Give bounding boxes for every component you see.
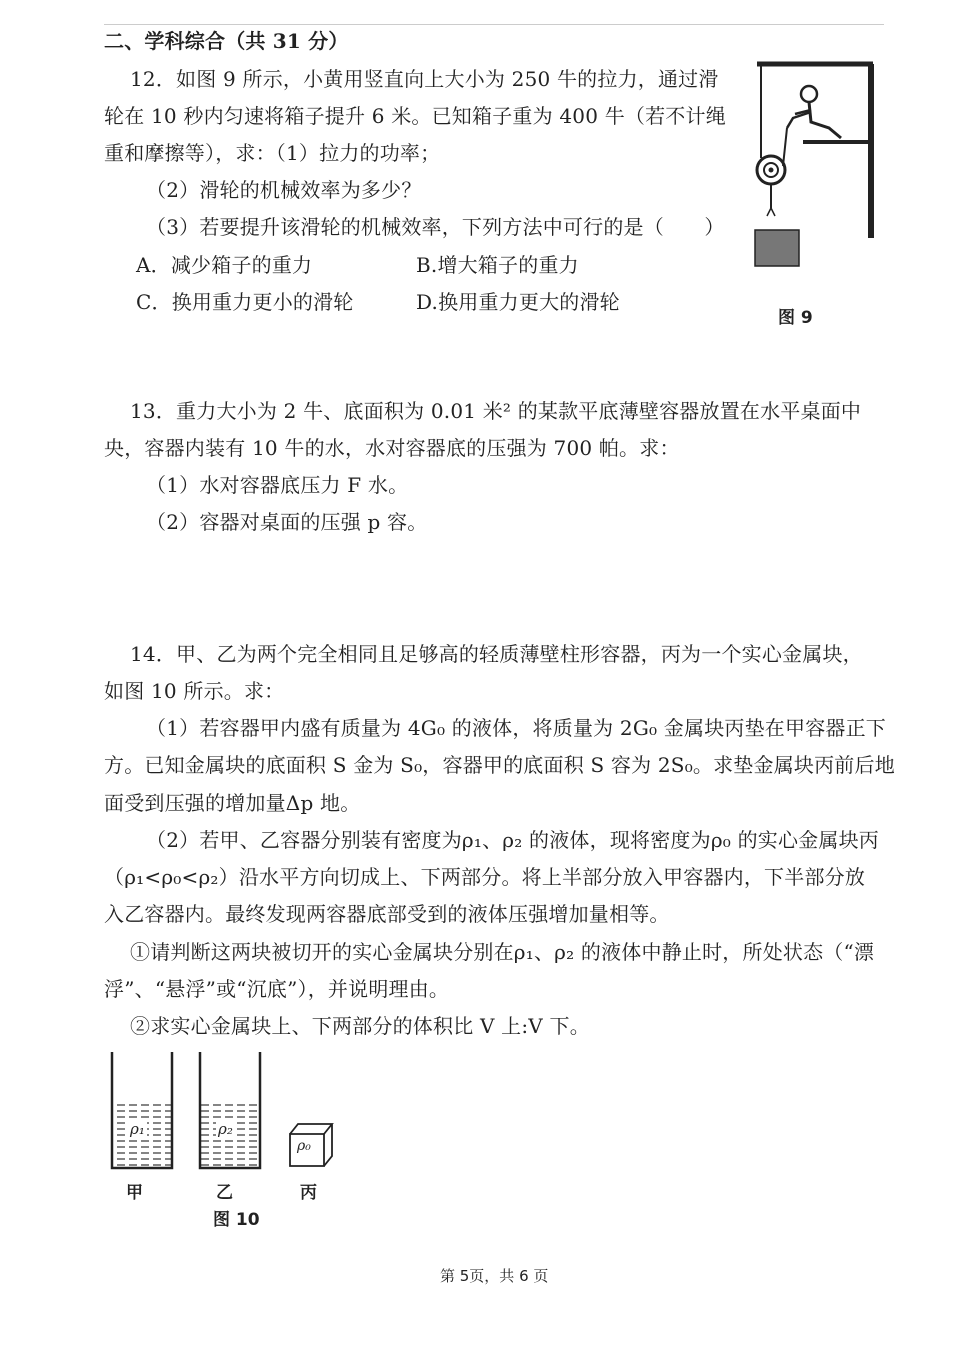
q14-line-5: 面受到压强的增加量Δp 地。 <box>104 791 361 815</box>
q14-line-11: ②求实心金属块上、下两部分的体积比 V 上:V 下。 <box>130 1014 590 1038</box>
q14-line-6: （2）若甲、乙容器分别装有密度为ρ₁、ρ₂ 的液体，现将密度为ρ₀ 的实心金属块丙 <box>146 828 879 852</box>
liquid-a-symbol: ρ₁ <box>130 1120 145 1138</box>
q12-line-4: （2）滑轮的机械效率为多少？ <box>146 178 422 202</box>
figure-9-pulley <box>745 58 885 278</box>
q12-line-1: 12．如图 9 所示，小黄用竖直向上大小为 250 牛的拉力，通过滑 <box>130 67 719 91</box>
q14-line-7: （ρ₁<ρ₀<ρ₂）沿水平方向切成上、下两部分。将上半部分放入甲容器内，下半部分放 <box>104 865 866 889</box>
figure-9-caption: 图 9 <box>778 308 813 328</box>
liquid-b-symbol: ρ₂ <box>218 1120 233 1138</box>
q12-line-5: （3）若要提升该滑轮的机械效率，下列方法中可行的是（ ） <box>146 215 725 239</box>
q14-line-2: 如图 10 所示。求： <box>104 679 285 703</box>
q14-line-4: 方。已知金属块的底面积 S 金为 S₀，容器甲的底面积 S 容为 2S₀。求垫金属块丙前后地 <box>104 753 895 777</box>
q12-option-c: C．换用重力更小的滑轮 <box>136 290 354 314</box>
q13-line-4: （2）容器对桌面的压强 p 容。 <box>146 510 428 534</box>
q12-line-2: 轮在 10 秒内匀速将箱子提升 6 米。已知箱子重为 400 牛（若不计绳 <box>104 104 726 128</box>
container-b-label: 乙 <box>216 1183 233 1203</box>
page-footer: 第 5页，共 6 页 <box>440 1267 549 1285</box>
q14-line-1: 14．甲、乙为两个完全相同且足够高的轻质薄壁柱形容器，丙为一个实心金属块， <box>130 642 863 666</box>
block-symbol: ρ₀ <box>297 1138 311 1154</box>
q14-line-3: （1）若容器甲内盛有质量为 4G₀ 的液体，将质量为 2G₀ 金属块丙垫在甲容器正下 <box>146 716 886 740</box>
q12-line-3: 重和摩擦等），求：（1）拉力的功率； <box>104 141 441 165</box>
block-label: 丙 <box>300 1183 317 1203</box>
q14-line-10: 浮”、“悬浮”或“沉底”），并说明理由。 <box>104 977 450 1001</box>
q12-option-a: A．减少箱子的重力 <box>136 253 313 277</box>
container-a-label: 甲 <box>126 1183 143 1203</box>
top-rule <box>104 24 884 25</box>
q13-line-2: 央，容器内装有 10 牛的水，水对容器底的压强为 700 帕。求： <box>104 436 680 460</box>
q13-line-3: （1）水对容器底压力 F 水。 <box>146 473 409 497</box>
section-title: 二、学科综合（共 31 分） <box>104 29 349 53</box>
q13-line-1: 13．重力大小为 2 牛、底面积为 0.01 米² 的某款平底薄壁容器放置在水平桌面中 <box>130 399 862 423</box>
q12-option-b: B.增大箱子的重力 <box>416 253 579 277</box>
figure-10-caption: 图 10 <box>213 1210 260 1230</box>
figure-10-containers <box>104 1048 344 1178</box>
q14-line-9: ①请判断这两块被切开的实心金属块分别在ρ₁、ρ₂ 的液体中静止时，所处状态（“漂 <box>130 940 875 964</box>
q14-line-8: 入乙容器内。最终发现两容器底部受到的液体压强增加量相等。 <box>104 902 670 926</box>
q12-option-d: D.换用重力更大的滑轮 <box>416 290 620 314</box>
